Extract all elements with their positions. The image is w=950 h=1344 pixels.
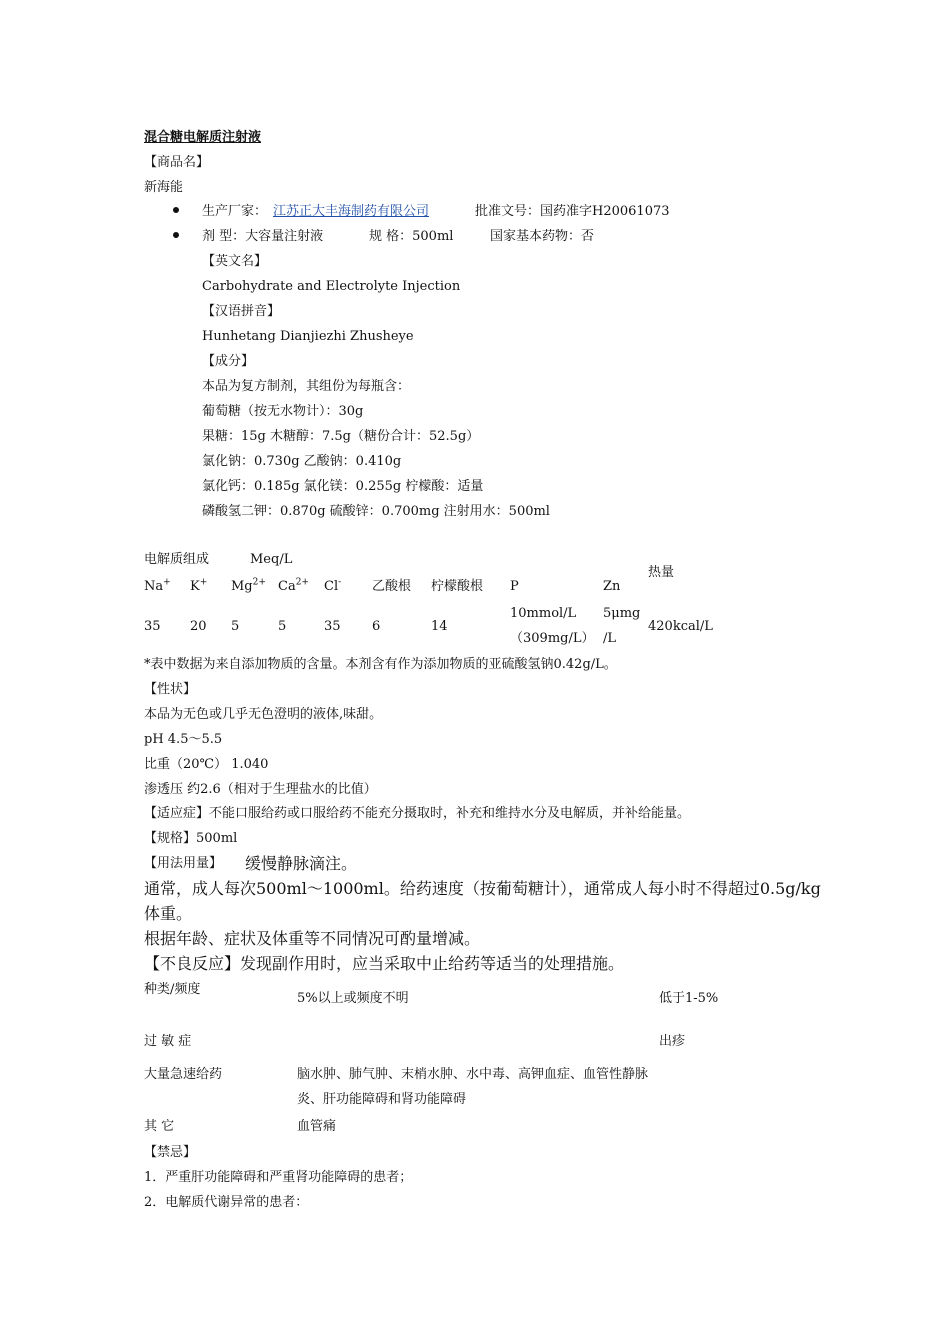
spec-line: 【规格】500ml (144, 831, 238, 846)
trade-name: 新海能 (144, 180, 184, 195)
adverse-frequent: 脑水肿、肺气肿、末梢水肿、水中毒、高钾血症、血管性静脉 (297, 1067, 649, 1082)
composition-line: 磷酸氢二钾：0.870g 硫酸锌：0.700mg 注射用水：500ml (202, 504, 550, 519)
english-name: Carbohydrate and Electrolyte Injection (202, 279, 461, 294)
manufacturer-label: 生产厂家： (202, 204, 268, 219)
value-cl: 35 (324, 619, 341, 634)
adverse-frequent-cont: 炎、肝功能障碍和肾功能障碍 (297, 1092, 467, 1107)
specific-gravity: 比重（20℃） 1.040 (144, 757, 269, 772)
value-p-molar: 10mmol/L (510, 606, 577, 621)
adverse-head-low: 低于1-5% (659, 991, 719, 1006)
composition-line: 氯化钠：0.730g 乙酸钠：0.410g (202, 454, 402, 469)
col-p: P (510, 579, 519, 594)
dosage-line: 通常，成人每次500ml～1000ml。给药速度（按葡萄糖计），通常成人每小时不得超过0.5g/kg (144, 879, 821, 898)
heat-header: 热量 (648, 565, 675, 580)
col-citrate: 柠檬酸根 (431, 579, 484, 594)
value-zn-unit: /L (603, 631, 617, 646)
adverse-type: 过 敏 症 (144, 1034, 192, 1049)
dosage-form: 剂 型：大容量注射液 (202, 229, 324, 244)
col-acetate: 乙酸根 (372, 579, 412, 594)
adverse-type: 大量急速给药 (144, 1067, 223, 1082)
adverse-type: 其 它 (144, 1119, 175, 1134)
col-ca: $Ca^{2+}$ (278, 577, 309, 594)
composition-heading: 【成分】 (202, 354, 255, 369)
value-ca: 5 (278, 619, 287, 634)
col-zn: Zn (603, 579, 621, 594)
contraindication-item: 1．严重肝功能障碍和严重肾功能障碍的患者； (144, 1170, 413, 1185)
value-heat: 420kcal/L (648, 619, 713, 634)
adverse-low: 出疹 (659, 1034, 686, 1049)
pinyin-heading: 【汉语拼音】 (202, 304, 281, 319)
bullet-icon (173, 232, 179, 238)
specification: 规 格：500ml (369, 229, 454, 244)
essential-drug: 国家基本药物：否 (490, 229, 595, 244)
value-k: 20 (190, 619, 207, 634)
ph-range: pH 4.5～5.5 (144, 732, 223, 747)
adverse-head-type: 种类/频度 (144, 982, 201, 997)
value-p-mass: （309mg/L） (510, 631, 595, 646)
osmotic-pressure: 渗透压 约2.6（相对于生理盐水的比值） (144, 782, 377, 797)
contraindication-heading: 【禁忌】 (144, 1145, 197, 1160)
properties-desc: 本品为无色或几乎无色澄明的液体,味甜。 (144, 707, 383, 722)
pinyin-name: Hunhetang Dianjiezhi Zhusheye (202, 329, 414, 344)
composition-line: 果糖：15g 木糖醇：7.5g（糖份合计：52.5g） (202, 429, 480, 444)
value-na: 35 (144, 619, 161, 634)
value-zn: 5μmg (603, 606, 641, 621)
electrolyte-unit: Meq/L (250, 552, 293, 567)
english-name-heading: 【英文名】 (202, 254, 268, 269)
bullet-icon (173, 207, 179, 213)
electrolyte-note: *表中数据为来自添加物质的含量。本剂含有作为添加物质的亚硫酸氢钠0.42g/L。 (144, 657, 617, 672)
electrolyte-label: 电解质组成 (144, 552, 210, 567)
page-title: 混合糖电解质注射液 (144, 130, 262, 145)
dosage-heading: 【用法用量】 (144, 856, 223, 871)
col-k: K+ (190, 577, 208, 594)
indication: 【适应症】不能口服给药或口服给药不能充分摄取时，补充和维持水分及电解质，并补给能量。 (144, 806, 691, 821)
composition-line: 氯化钙：0.185g 氯化镁：0.255g 柠檬酸：适量 (202, 479, 484, 494)
value-citrate: 14 (431, 619, 448, 634)
value-mg: 5 (231, 619, 240, 634)
col-na: Na+ (144, 577, 171, 594)
adverse-heading: 【不良反应】发现副作用时，应当采取中止给药等适当的处理措施。 (144, 954, 625, 973)
properties-heading: 【性状】 (144, 682, 197, 697)
trade-name-heading: 【商品名】 (144, 155, 210, 170)
composition-line: 本品为复方制剂，其组份为每瓶含： (202, 379, 411, 394)
manufacturer-link[interactable]: 江苏正大丰海制药有限公司 (273, 204, 430, 219)
adverse-head-frequent: 5%以上或频度不明 (297, 991, 409, 1006)
contraindication-item: 2．电解质代谢异常的患者： (144, 1195, 309, 1210)
approval-number: 批准文号：国药准字H20061073 (475, 204, 670, 219)
value-acetate: 6 (372, 619, 381, 634)
dosage-line: 体重。 (144, 904, 193, 923)
col-mg: $Mg^{2+}$ (231, 577, 266, 594)
dosage-line: 根据年龄、症状及体重等不同情况可酌量增减。 (144, 929, 481, 948)
col-cl: Cl- (324, 577, 342, 594)
adverse-frequent: 血管痛 (297, 1119, 337, 1134)
dosage-first: 缓慢静脉滴注。 (245, 854, 358, 873)
composition-line: 葡萄糖（按无水物计）：30g (202, 404, 364, 419)
